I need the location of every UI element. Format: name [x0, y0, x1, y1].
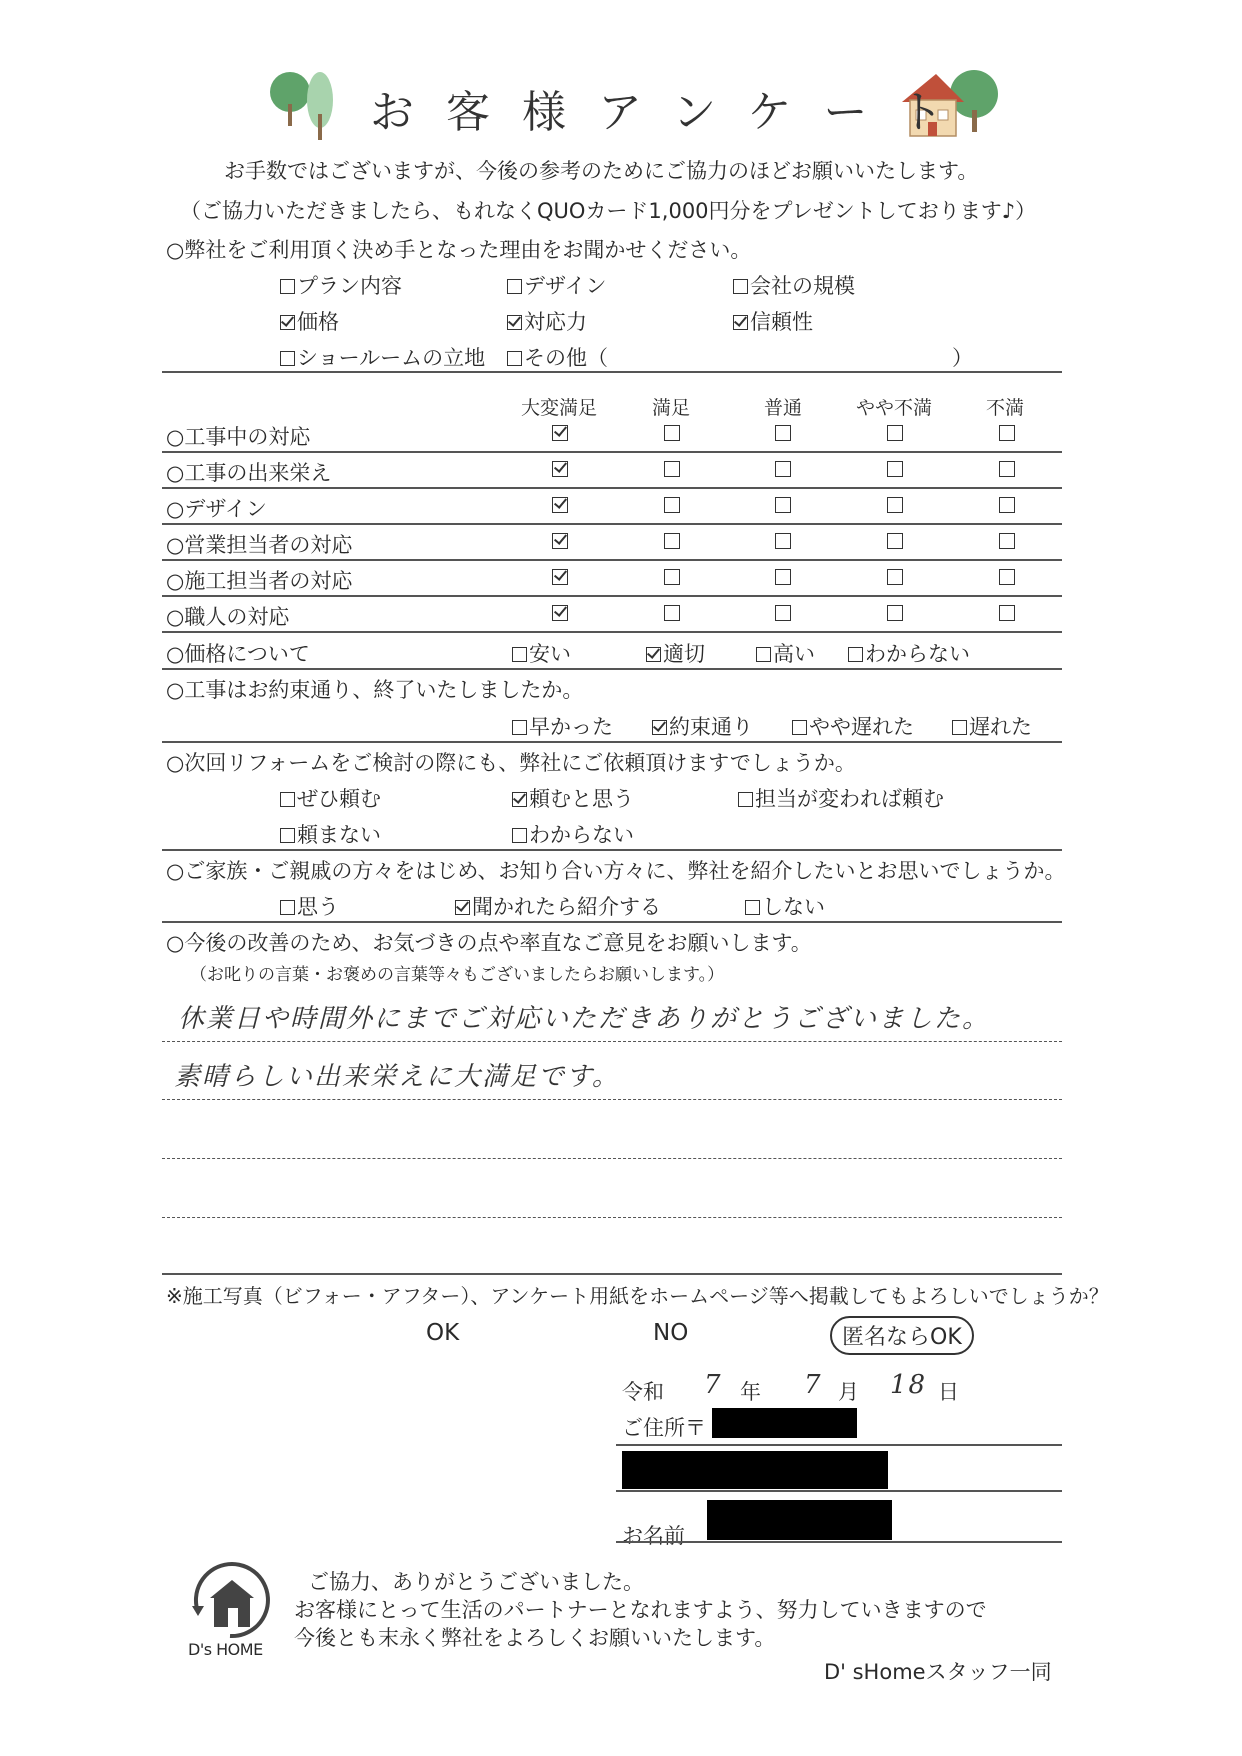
q1-option[interactable]: 信頼性 [733, 306, 813, 336]
rating-checkbox[interactable] [887, 425, 903, 441]
address-label: ご住所〒 [622, 1416, 706, 1440]
rating-checkbox[interactable] [887, 569, 903, 585]
checkbox[interactable] [280, 900, 295, 915]
closing-line-2: お客様にとって生活のパートナーとなれますよう、努力していきますので [294, 1598, 987, 1622]
price-option[interactable]: わからない [848, 638, 970, 668]
next-option[interactable]: 担当が変われば頼む [738, 783, 944, 813]
rating-checkbox[interactable] [664, 425, 680, 441]
q1-option[interactable]: デザイン [507, 270, 607, 300]
schedule-option[interactable]: 約束通り [652, 711, 753, 741]
photo-anon-option-circled[interactable]: 匿名ならOK [830, 1316, 974, 1355]
referral-question: ○ご家族・ご親戚の方々をはじめ、お知り合い方々に、弊社を紹介したいとお思いでしょうか。 [166, 859, 1066, 883]
rating-checkbox-checked[interactable] [552, 605, 568, 621]
divider [162, 631, 1062, 633]
page-title: お客様アンケート [370, 87, 976, 138]
logo-text: D's HOME [188, 1640, 263, 1659]
q1-option[interactable]: 会社の規模 [733, 270, 855, 300]
referral-option[interactable]: 聞かれたら紹介する [455, 891, 661, 921]
checkbox[interactable] [512, 828, 527, 843]
rating-row-label: ○デザイン [166, 497, 267, 521]
feedback-handwritten-line-1[interactable]: 休業日や時間外にまでご対応いただきありがとうございました。 [178, 1004, 991, 1034]
next-option[interactable]: わからない [512, 819, 634, 849]
rating-row-label: ○職人の対応 [166, 605, 290, 629]
checkbox-checked[interactable] [733, 315, 748, 330]
divider [162, 849, 1062, 851]
checkbox-checked[interactable] [646, 647, 661, 662]
schedule-option[interactable]: やや遅れた [792, 711, 914, 741]
name-label: お名前 [622, 1524, 685, 1548]
rating-row-label: ○工事の出来栄え [166, 461, 332, 485]
rating-checkbox[interactable] [775, 569, 791, 585]
rating-checkbox-checked[interactable] [552, 497, 568, 513]
closing-line-1: ご協力、ありがとうございました。 [308, 1570, 644, 1594]
rating-row-label: ○営業担当者の対応 [166, 533, 353, 557]
rating-checkbox-checked[interactable] [552, 425, 568, 441]
q1-option-other[interactable]: その他（ [507, 342, 608, 372]
feedback-question: ○今後の改善のため、お気づきの点や率直なご意見をお願いします。 [166, 931, 812, 955]
rating-row-label: ○施工担当者の対応 [166, 569, 353, 593]
photo-question: ※施工写真（ビフォー・アフター）、アンケート用紙をホームページ等へ掲載してもよろしいでしょうか？ [166, 1284, 1109, 1308]
date-year-value[interactable]: 7 [704, 1370, 723, 1400]
feedback-handwritten-line-2[interactable]: 素晴らしい出来栄えに大満足です。 [174, 1062, 620, 1092]
rating-checkbox[interactable] [664, 569, 680, 585]
date-month-value[interactable]: 7 [804, 1370, 823, 1400]
rating-checkbox[interactable] [664, 497, 680, 513]
checkbox[interactable] [512, 720, 527, 735]
schedule-option[interactable]: 遅れた [952, 711, 1032, 741]
company-logo [180, 1550, 280, 1650]
rating-checkbox[interactable] [775, 497, 791, 513]
checkbox-checked[interactable] [507, 315, 522, 330]
rating-header: 大変満足 [520, 397, 597, 419]
photo-no-option[interactable]: NO [653, 1320, 689, 1346]
date-day-value[interactable]: 18 [890, 1370, 928, 1400]
rating-checkbox-checked[interactable] [552, 569, 568, 585]
schedule-option[interactable]: 早かった [512, 711, 613, 741]
rating-checkbox-checked[interactable] [552, 461, 568, 477]
checkbox[interactable] [745, 900, 760, 915]
dashed-line [162, 1158, 1062, 1159]
photo-ok-option[interactable]: OK [426, 1320, 460, 1346]
referral-option[interactable]: 思う [280, 891, 339, 921]
checkbox[interactable] [512, 647, 527, 662]
redacted-address [622, 1451, 888, 1489]
divider [162, 371, 1062, 373]
rating-checkbox[interactable] [999, 461, 1015, 477]
rating-row-label: ○工事中の対応 [166, 425, 311, 449]
checkbox[interactable] [280, 351, 295, 366]
divider [162, 595, 1062, 597]
intro-line-2: （ご協力いただきましたら、もれなくQUOカード1,000円分をプレゼントしております♪） [180, 199, 1037, 223]
next-question: ○次回リフォームをご検討の際にも、弊社にご依頼頂けますでしょうか。 [166, 751, 856, 775]
next-option[interactable]: ぜひ頼む [280, 783, 381, 813]
closing-signature: D' sHomeスタッフ一同 [824, 1660, 1052, 1684]
rating-checkbox[interactable] [999, 497, 1015, 513]
rating-header: 普通 [763, 397, 802, 419]
checkbox[interactable] [733, 279, 748, 294]
schedule-question: ○工事はお約束通り、終了いたしましたか。 [166, 678, 584, 702]
checkbox-checked[interactable] [512, 792, 527, 807]
rating-header: 満足 [651, 397, 690, 419]
price-question: ○価格について [166, 642, 310, 666]
rating-checkbox[interactable] [664, 461, 680, 477]
checkbox[interactable] [756, 647, 771, 662]
rating-checkbox[interactable] [887, 605, 903, 621]
tree-decoration-left [268, 64, 340, 144]
rating-checkbox[interactable] [775, 605, 791, 621]
divider [616, 1444, 1062, 1446]
rating-checkbox[interactable] [664, 605, 680, 621]
checkbox[interactable] [848, 647, 863, 662]
rating-checkbox[interactable] [887, 497, 903, 513]
dashed-line [162, 1217, 1062, 1218]
intro-line-1: お手数ではございますが、今後の参考のためにご協力のほどお願いいたします。 [224, 159, 979, 183]
divider [616, 1490, 1062, 1492]
date-day-label: 日 [938, 1380, 959, 1404]
rating-checkbox[interactable] [887, 533, 903, 549]
divider [162, 487, 1062, 489]
rating-header: やや不満 [855, 397, 932, 419]
checkbox[interactable] [507, 351, 522, 366]
rating-checkbox-checked[interactable] [552, 533, 568, 549]
checkbox[interactable] [952, 720, 967, 735]
checkbox[interactable] [280, 828, 295, 843]
checkbox[interactable] [792, 720, 807, 735]
checkbox[interactable] [280, 279, 295, 294]
checkbox-checked[interactable] [652, 720, 667, 735]
divider [162, 668, 1062, 670]
divider [162, 559, 1062, 561]
q1-question: ○弊社をご利用頂く決め手となった理由をお聞かせください。 [166, 238, 752, 262]
rating-checkbox[interactable] [999, 569, 1015, 585]
date-year-label: 年 [740, 1380, 761, 1404]
rating-header: 不満 [985, 397, 1024, 419]
divider [162, 1273, 1062, 1275]
divider [616, 1541, 1062, 1543]
divider [162, 921, 1062, 923]
redacted-name [707, 1500, 892, 1540]
checkbox[interactable] [507, 279, 522, 294]
rating-checkbox[interactable] [775, 533, 791, 549]
divider [162, 523, 1062, 525]
date-month-label: 月 [838, 1380, 859, 1404]
price-option[interactable]: 適切 [646, 638, 705, 668]
q1-option[interactable]: ショールームの立地 [280, 342, 485, 372]
checkbox-checked[interactable] [280, 315, 295, 330]
rating-checkbox[interactable] [775, 425, 791, 441]
price-option[interactable]: 高い [756, 638, 815, 668]
divider [162, 741, 1062, 743]
referral-option[interactable]: しない [745, 891, 825, 921]
closing-line-3: 今後とも末永く弊社をよろしくお願いいたします。 [294, 1626, 776, 1650]
next-option[interactable]: 頼まない [280, 819, 381, 849]
rating-checkbox[interactable] [887, 461, 903, 477]
checkbox[interactable] [280, 792, 295, 807]
divider [162, 451, 1062, 453]
date-era: 令和 [622, 1380, 664, 1404]
checkbox[interactable] [738, 792, 753, 807]
dashed-line [162, 1099, 1062, 1100]
rating-checkbox[interactable] [664, 533, 680, 549]
rating-checkbox[interactable] [999, 425, 1015, 441]
checkbox-checked[interactable] [455, 900, 470, 915]
rating-checkbox[interactable] [775, 461, 791, 477]
dashed-line [162, 1041, 1062, 1042]
rating-checkbox[interactable] [999, 605, 1015, 621]
q1-other-close: ） [952, 346, 973, 370]
feedback-note: （お叱りの言葉・お褒めの言葉等々もございましたらお願いします。） [190, 965, 725, 985]
q1-option[interactable]: 対応力 [507, 306, 587, 336]
next-option[interactable]: 頼むと思う [512, 783, 634, 813]
price-option[interactable]: 安い [512, 638, 571, 668]
redacted-postal-code [712, 1408, 857, 1438]
q1-option[interactable]: 価格 [280, 306, 339, 336]
rating-checkbox[interactable] [999, 533, 1015, 549]
q1-option[interactable]: プラン内容 [280, 270, 402, 300]
